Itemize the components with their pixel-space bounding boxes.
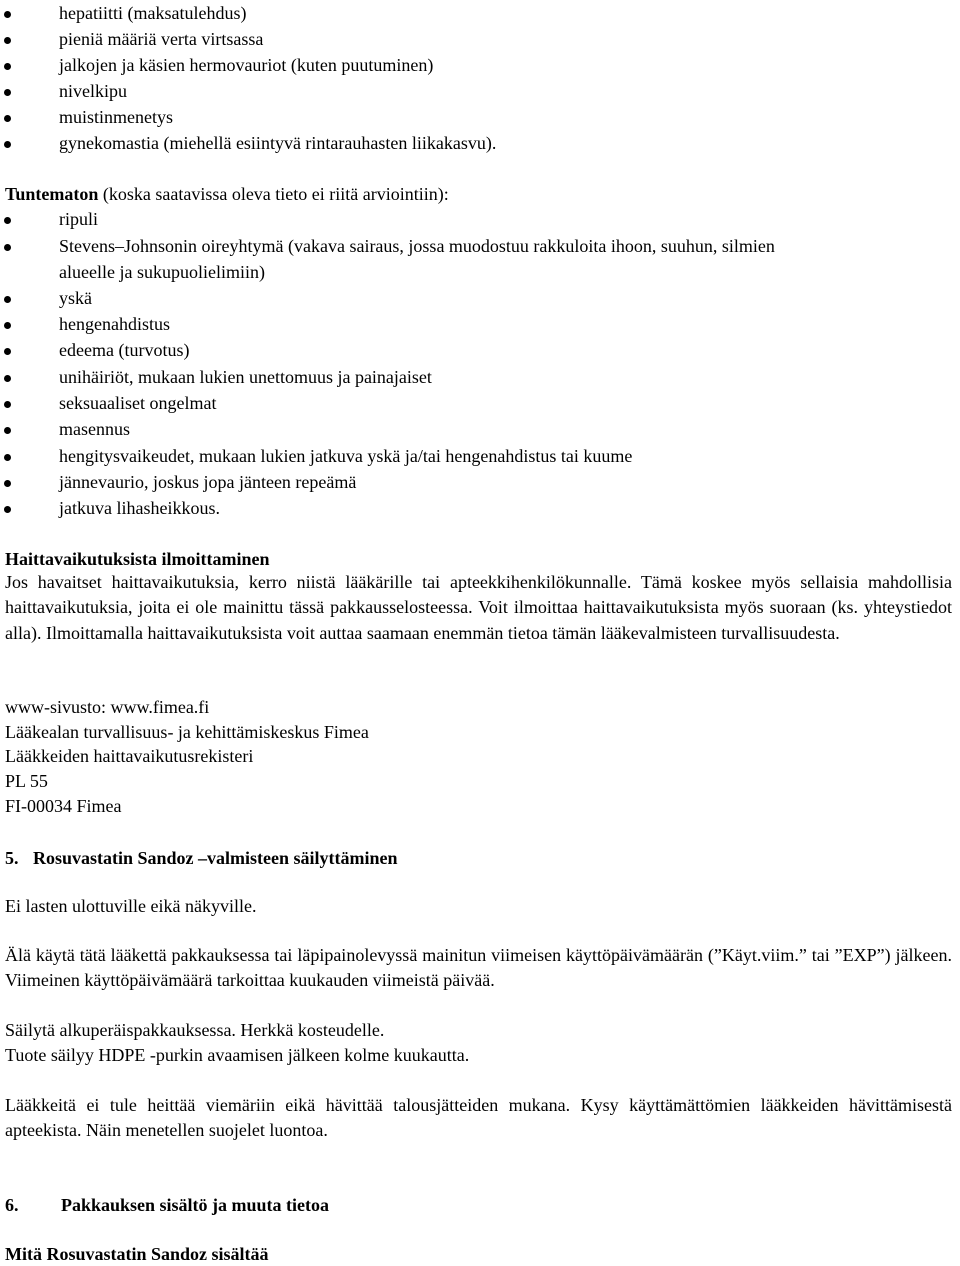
reporting-paragraph: Jos havaitset haittavaikutuksia, kerro niistä lääkärille tai apteekkihenkilökunnalle. Tämä koskee myös sellaisia mahdollisia haittavaikutuksia, joita ei ole mainittu tässä pakkausselosteessa. Voit ilmoittaa haittavaikutuksista myös suoraan (ks. yhteystiedot alla). Ilmoittamalla haittavaikutuksista voit auttaa saamaan enemmän tietoa tämän lääkevalmisteen turvallisuudesta. (5, 572, 952, 643)
storage-children: Ei lasten ulottuville eikä näkyville. (5, 896, 257, 916)
list-item (0, 416, 960, 442)
list-item-text: Stevens–Johnsonin oireyhtymä (vakava sairaus, jossa muodostuu rakkuloita ihoon, suuhun, silmien (59, 236, 775, 256)
bullet-icon (4, 89, 11, 96)
bullet-icon (4, 37, 11, 44)
reporting-heading: Haittavaikutuksista ilmoittaminen (5, 549, 270, 569)
bullet-icon (4, 427, 11, 434)
list-item-text: masennus (59, 419, 130, 439)
address-registry: Lääkkeiden haittavaikutusrekisteri (5, 746, 254, 766)
frequency-description: (koska saatavissa oleva tieto ei riitä arviointiin): (98, 184, 449, 204)
list-item-text: unihäiriöt, mukaan lukien unettomuus ja painajaiset (59, 367, 432, 387)
list-item-text: jännevaurio, joskus jopa jänteen repeämä (59, 472, 357, 492)
bullet-icon (4, 63, 11, 70)
list-item (0, 233, 960, 259)
list-item-text: hepatiitti (maksatulehdus) (59, 3, 247, 23)
list-item-text: jalkojen ja käsien hermovauriot (kuten puutuminen) (59, 55, 434, 75)
section-number: 6. (5, 1195, 19, 1215)
frequency-label: Tuntematon (5, 184, 99, 204)
list-item (0, 52, 960, 78)
section-5-heading (5, 846, 398, 870)
bullet-icon (4, 115, 11, 122)
list-item (0, 26, 960, 52)
list-item-continuation (0, 259, 960, 285)
list-item (0, 311, 960, 337)
list-item (0, 104, 960, 130)
list-item (0, 390, 960, 416)
bullet-icon (4, 322, 11, 329)
bullet-icon (4, 217, 11, 224)
bullet-icon (4, 401, 11, 408)
list-item (0, 206, 960, 232)
storage-after-opening: Tuote säilyy HDPE -purkin avaamisen jälkeen kolme kuukautta. (5, 1045, 470, 1065)
bullet-icon (4, 454, 11, 461)
bullet-icon (4, 506, 11, 513)
storage-disposal: Lääkkeitä ei tule heittää viemäriin eikä hävittää talousjätteiden mukana. Kysy käyttämättömien lääkkeiden hävittämisestä apteekista. Näin menetellen suojelet luontoa. (5, 1095, 952, 1141)
list-item (0, 285, 960, 311)
storage-original-package: Säilytä alkuperäispakkauksessa. Herkkä kosteudelle. (5, 1020, 385, 1040)
list-item (0, 495, 960, 521)
list-item-text: gynekomastia (miehellä esiintyvä rintarauhasten liikakasvu). (59, 133, 497, 153)
bullet-icon (4, 11, 11, 18)
list-item-text: alueelle ja sukupuolielimiin) (59, 262, 265, 282)
bullet-icon (4, 375, 11, 382)
list-item (0, 469, 960, 495)
list-item-text: hengenahdistus (59, 314, 170, 334)
list-item-text: edeema (turvotus) (59, 340, 190, 360)
list-item-text: pieniä määriä verta virtsassa (59, 29, 264, 49)
address-website: www-sivusto: www.fimea.fi (5, 697, 210, 717)
list-item-text: nivelkipu (59, 81, 127, 101)
list-item-text: muistinmenetys (59, 107, 173, 127)
bullet-icon (4, 480, 11, 487)
section-title: Rosuvastatin Sandoz –valmisteen säilyttäminen (33, 848, 398, 868)
list-item (0, 443, 960, 469)
address-organization: Lääkealan turvallisuus- ja kehittämiskeskus Fimea (5, 722, 369, 742)
list-item (0, 364, 960, 390)
section-6-heading (5, 1193, 329, 1217)
list-item (0, 130, 960, 156)
address-postcode: FI-00034 Fimea (5, 796, 122, 816)
list-item (0, 78, 960, 104)
list-item (0, 0, 960, 26)
contents-heading: Mitä Rosuvastatin Sandoz sisältää (5, 1244, 269, 1264)
list-item-text: ripuli (59, 209, 98, 229)
list-item-text: seksuaaliset ongelmat (59, 393, 217, 413)
bullet-icon (4, 348, 11, 355)
bullet-icon (4, 296, 11, 303)
list-item-text: hengitysvaikeudet, mukaan lukien jatkuva yskä ja/tai hengenahdistus tai kuume (59, 446, 633, 466)
list-item (0, 337, 960, 363)
list-item-text: yskä (59, 288, 92, 308)
storage-expiry: Älä käytä tätä lääkettä pakkauksessa tai läpipainolevyssä mainitun viimeisen käyttöpäivämäärän (”Käyt.viim.” tai ”EXP”) jälkeen. Viimeinen käyttöpäivämäärä tarkoittaa kuukauden viimeistä päivää. (5, 945, 952, 991)
section-title: Pakkauksen sisältö ja muuta tietoa (61, 1195, 330, 1215)
bullet-icon (4, 244, 11, 251)
bullet-icon (4, 141, 11, 148)
address-po-box: PL 55 (5, 771, 48, 791)
list-item-text: jatkuva lihasheikkous. (59, 498, 220, 518)
section-number: 5. (5, 848, 19, 868)
frequency-heading-unknown (5, 182, 449, 206)
